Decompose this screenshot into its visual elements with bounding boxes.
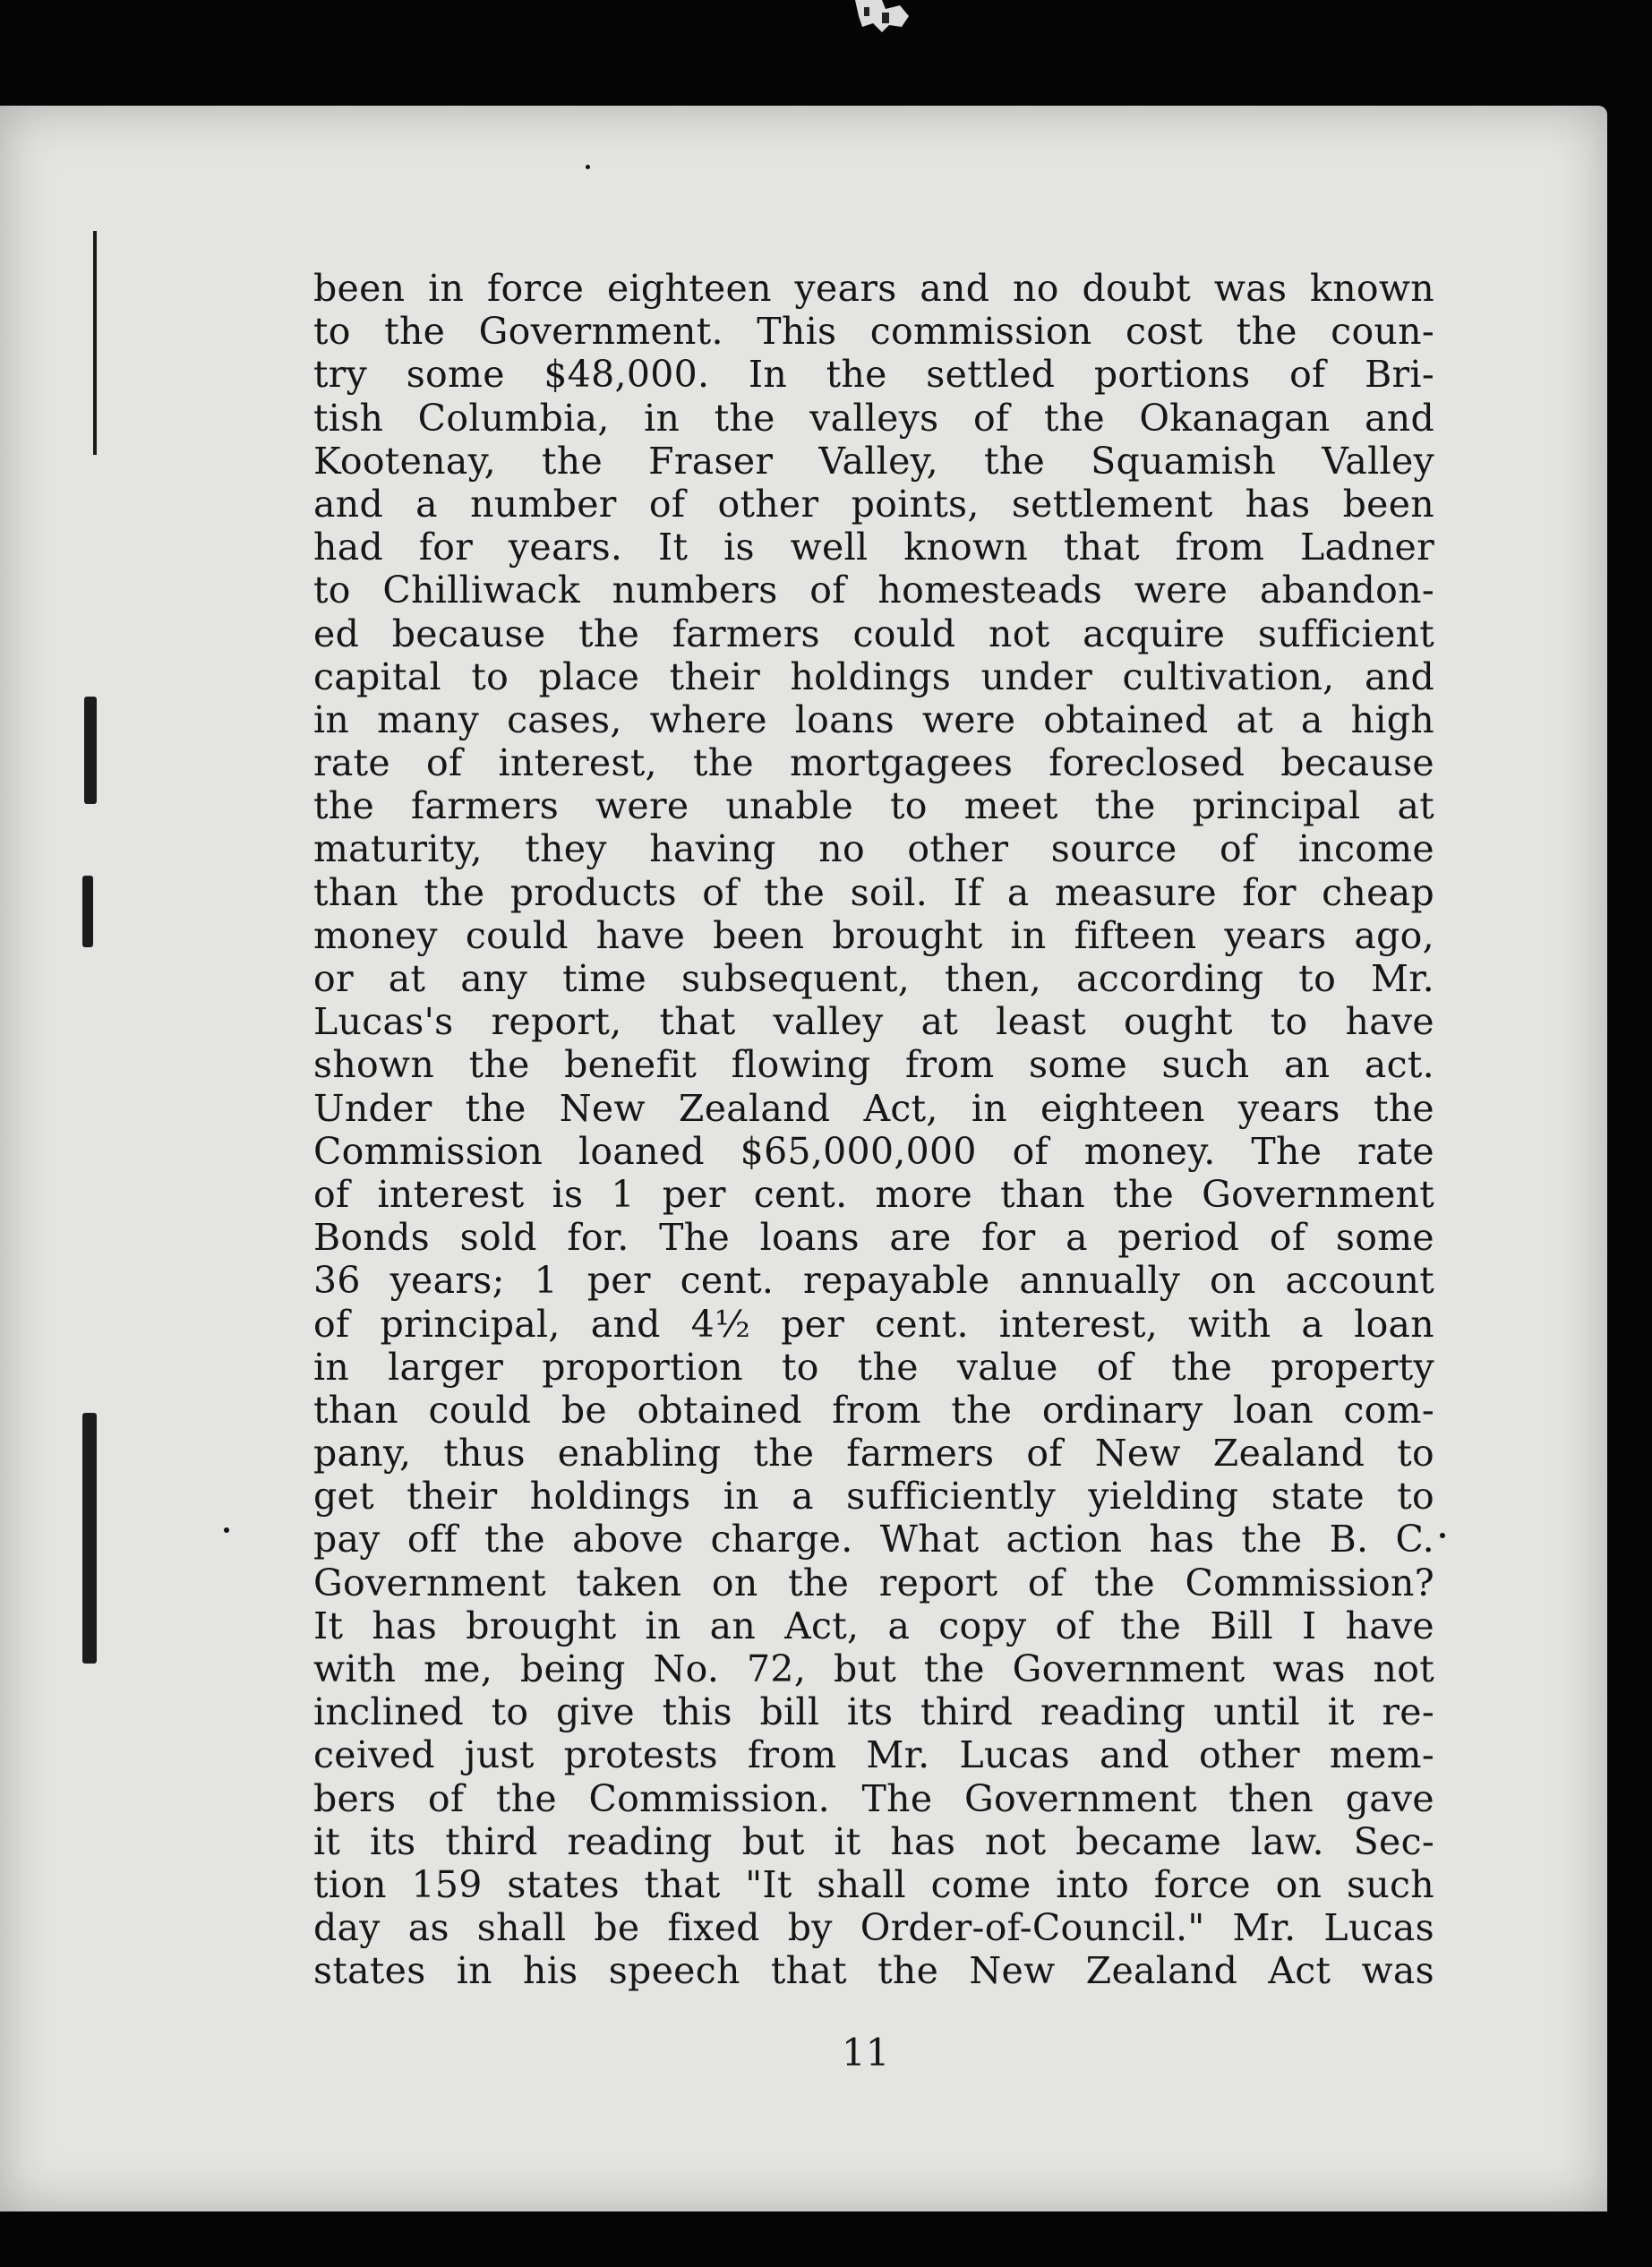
text-line: Under the New Zealand Act, in eighteen years the <box>313 1086 1434 1130</box>
text-line: in many cases, where loans were obtained at a high <box>313 697 1434 741</box>
binding-mark <box>82 876 93 947</box>
text-line: tish Columbia, in the valleys of the Okanagan and <box>313 396 1434 440</box>
text-line: It has brought in an Act, a copy of the Bill I have <box>313 1604 1434 1647</box>
text-line: and a number of other points, settlement has been <box>313 482 1434 526</box>
text-line: day as shall be fixed by Order-of-Council." Mr. Lucas <box>313 1906 1434 1950</box>
text-line: of interest is 1 per cent. more than the Government <box>313 1172 1434 1216</box>
text-line: try some $48,000. In the settled portions of Bri- <box>313 353 1434 397</box>
binding-mark <box>82 1556 97 1664</box>
text-line: rate of interest, the mortgagees foreclosed because <box>313 741 1434 785</box>
binding-mark <box>84 697 97 804</box>
top-scan-artifact <box>846 0 918 36</box>
page-number: 11 <box>842 2031 890 2075</box>
text-line: Lucas's report, that valley at least ought to have <box>313 1000 1434 1044</box>
text-line: ceived just protests from Mr. Lucas and other mem- <box>313 1733 1434 1777</box>
text-line: get their holdings in a sufficiently yielding state to <box>313 1475 1434 1518</box>
text-line: in larger proportion to the value of the property <box>313 1345 1434 1389</box>
text-line: shown the benefit flowing from some such an act. <box>313 1043 1434 1087</box>
text-line: Bonds sold for. The loans are for a period of some <box>313 1216 1434 1260</box>
text-line: of principal, and 4½ per cent. interest, with a loan <box>313 1302 1434 1346</box>
text-line: to the Government. This commission cost the coun- <box>313 310 1434 354</box>
text-line: or at any time subsequent, then, according to Mr. <box>313 957 1434 1000</box>
text-line: it its third reading but it has not became law. Sec- <box>313 1819 1434 1863</box>
dust-speck <box>224 1527 229 1533</box>
text-line: pany, thus enabling the farmers of New Zealand to <box>313 1432 1434 1476</box>
text-line: had for years. It is well known that from Ladner <box>313 526 1434 569</box>
text-line: with me, being No. 72, but the Government was not <box>313 1647 1434 1690</box>
text-line: the farmers were unable to meet the principal at <box>313 784 1434 828</box>
text-line: bers of the Commission. The Government then gave <box>313 1776 1434 1820</box>
dust-speck <box>586 165 590 169</box>
text-line: pay off the above charge. What action has the B. C. <box>313 1518 1434 1561</box>
text-line: than the products of the soil. If a measure for cheap <box>313 870 1434 914</box>
dust-speck <box>1440 1533 1445 1538</box>
text-line: to Chilliwack numbers of homesteads were abandon- <box>313 569 1434 612</box>
text-line: states in his speech that the New Zealand Act was <box>313 1949 1434 1993</box>
text-line: 36 years; 1 per cent. repayable annually on account <box>313 1259 1434 1303</box>
text-line: tion 159 states that "It shall come into force on such <box>313 1862 1434 1906</box>
text-line: than could be obtained from the ordinary loan com- <box>313 1388 1434 1432</box>
binding-edge <box>93 231 97 455</box>
text-line: been in force eighteen years and no doubt was known <box>313 267 1434 310</box>
text-line: inclined to give this bill its third reading until it re- <box>313 1690 1434 1734</box>
text-line: Commission loaned $65,000,000 of money. The rate <box>313 1129 1434 1173</box>
text-line: Government taken on the report of the Commission? <box>313 1561 1434 1604</box>
body-text <box>313 267 1434 1993</box>
text-line: money could have been brought in fifteen years ago, <box>313 913 1434 957</box>
text-line: capital to place their holdings under cultivation, and <box>313 654 1434 698</box>
text-line: Kootenay, the Fraser Valley, the Squamish Valley <box>313 439 1434 483</box>
text-line: maturity, they having no other source of income <box>313 827 1434 871</box>
text-line: ed because the farmers could not acquire sufficient <box>313 612 1434 655</box>
